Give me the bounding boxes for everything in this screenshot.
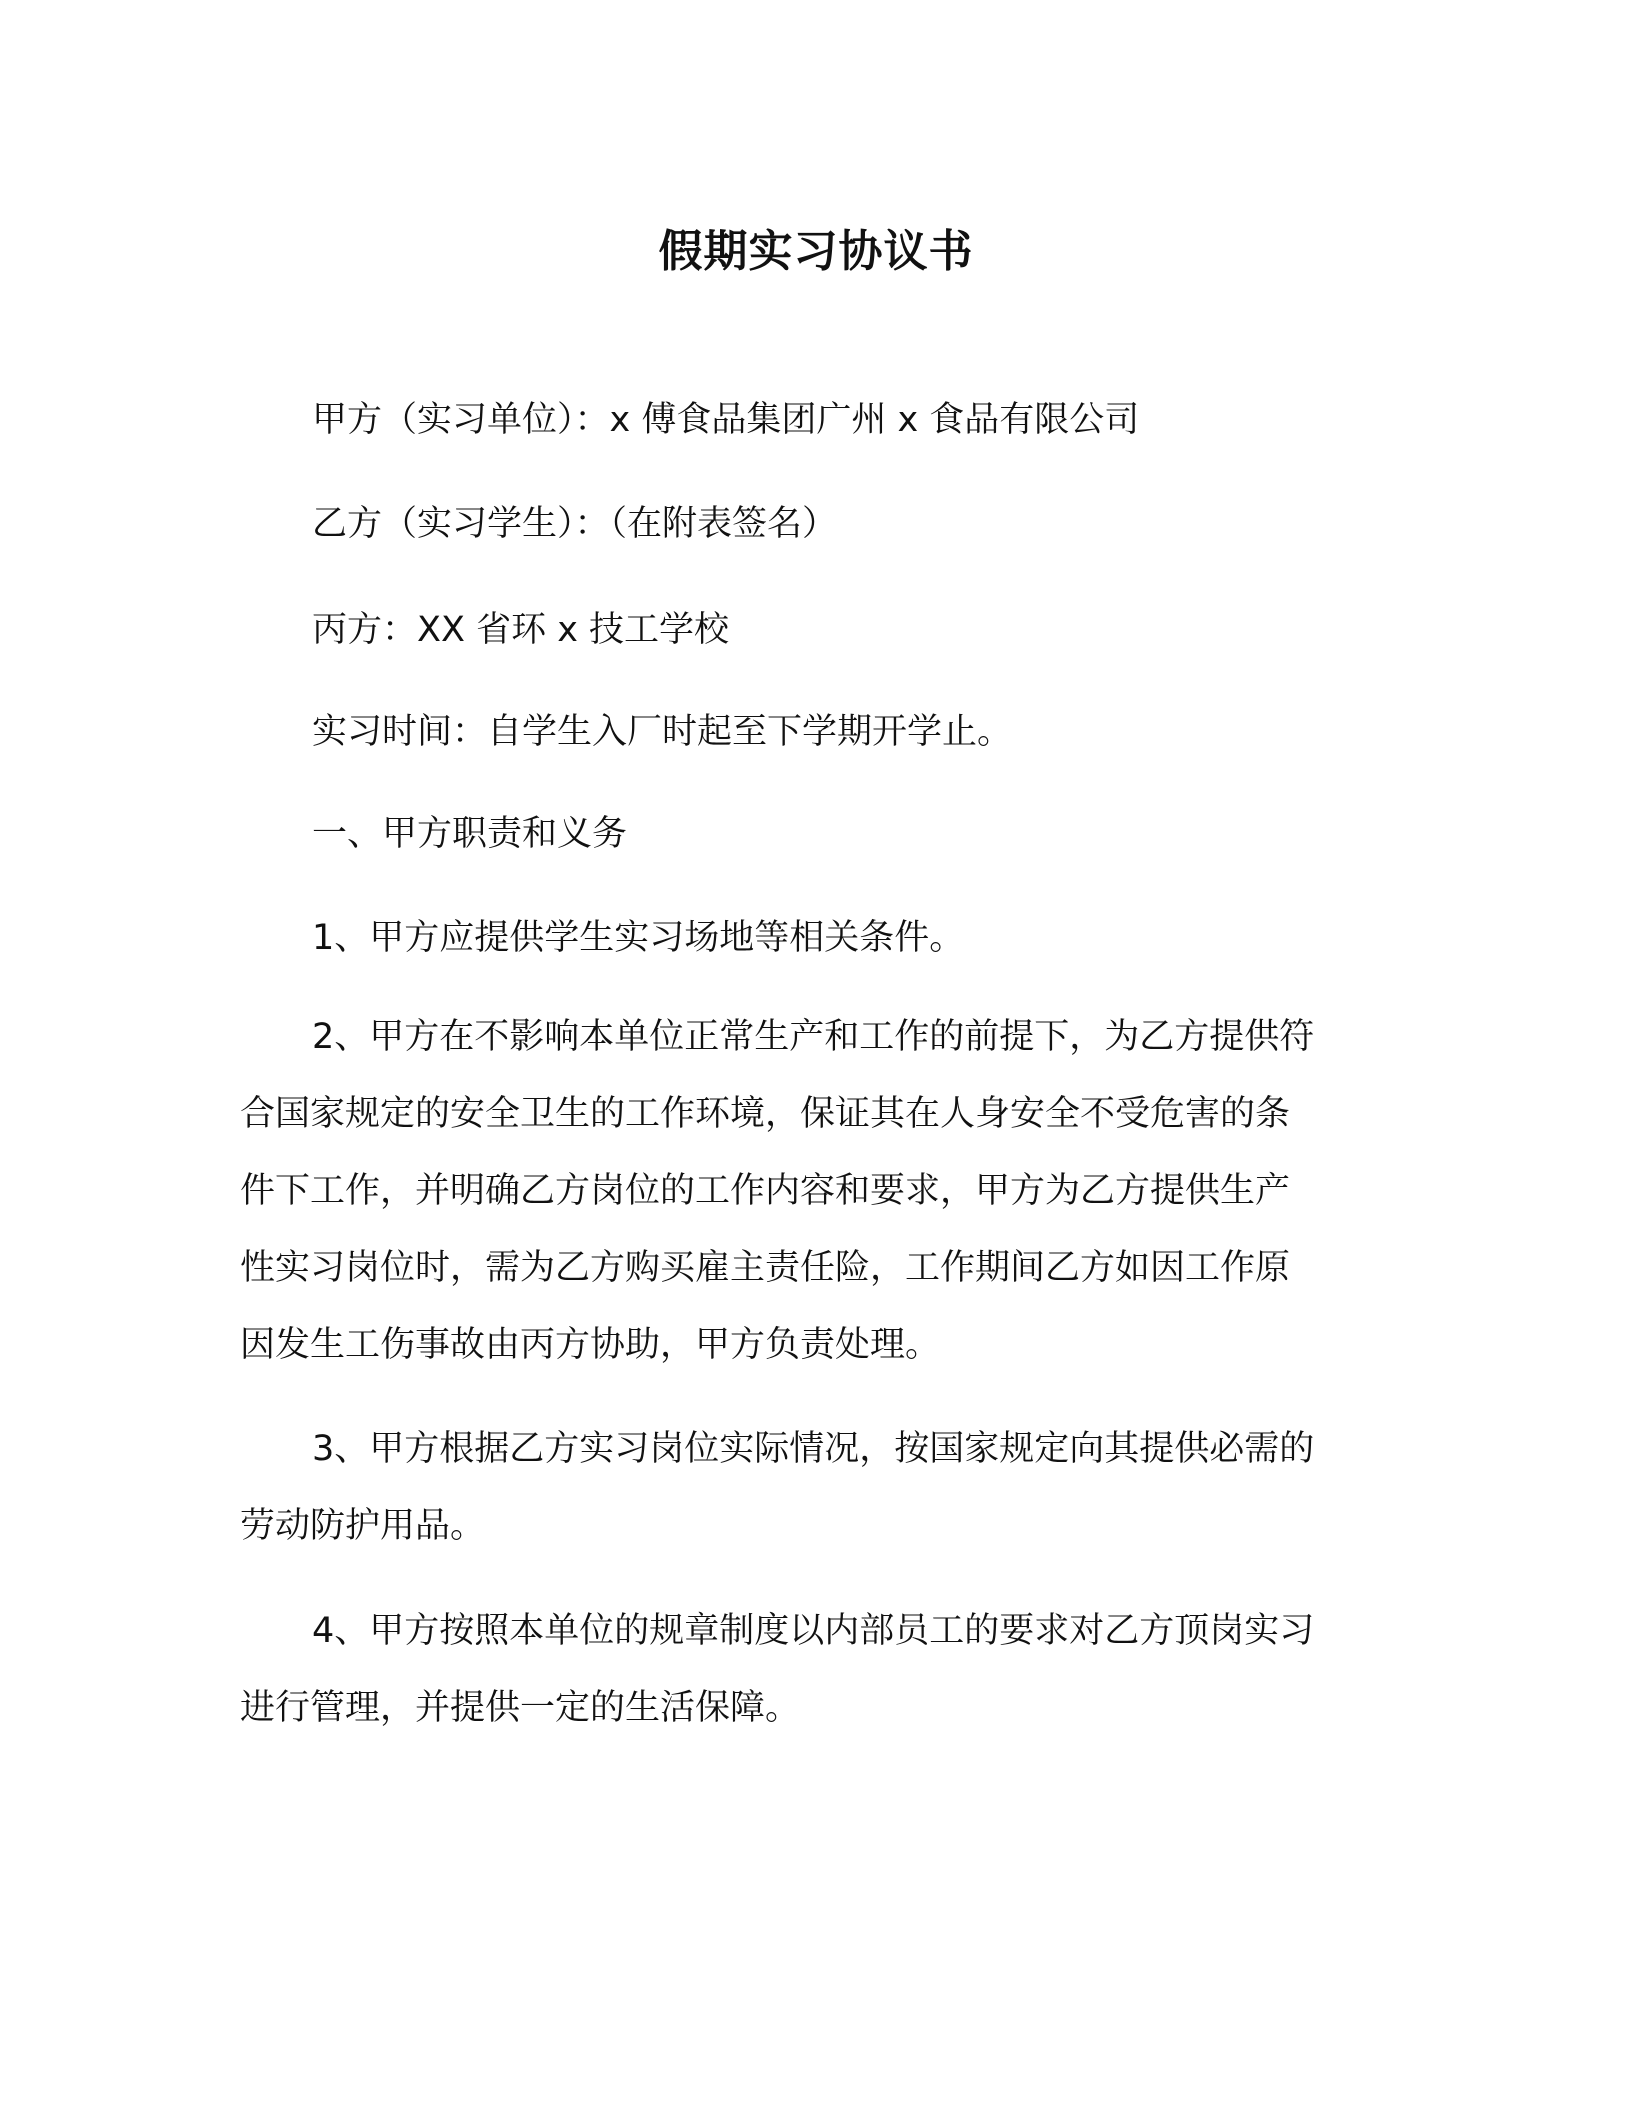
- clause-4: [240, 1593, 1380, 1747]
- clause-4-line: 4、甲方按照本单位的规章制度以内部员工的要求对乙方顶岗实习: [312, 1611, 1315, 1651]
- internship-period-line: 实习时间：自学生入厂时起至下学期开学止。: [312, 712, 1013, 752]
- clause-3: [240, 1411, 1380, 1565]
- clause-2-line: 件下工作，并明确乙方岗位的工作内容和要求，甲方为乙方提供生产: [240, 1171, 1291, 1211]
- section-heading: 一、甲方职责和义务: [312, 814, 628, 854]
- clause-2-line: 因发生工伤事故由丙方协助，甲方负责处理。: [240, 1325, 941, 1365]
- party-a-line: 甲方（实习单位）：x 傅食品集团广州 x 食品有限公司: [312, 400, 1140, 440]
- party-b-line: 乙方（实习学生）：（在附表签名）: [312, 504, 838, 544]
- document-title: 假期实习协议书: [658, 226, 974, 277]
- clause-1: 1、甲方应提供学生实习场地等相关条件。: [312, 918, 965, 958]
- clause-2: [240, 999, 1380, 1384]
- clause-3-line: 3、甲方根据乙方实习岗位实际情况，按国家规定向其提供必需的: [312, 1429, 1315, 1469]
- clause-3-line: 劳动防护用品。: [240, 1506, 486, 1546]
- clause-2-line: 合国家规定的安全卫生的工作环境，保证其在人身安全不受危害的条: [240, 1094, 1291, 1134]
- party-c-line: 丙方：XX 省环 x 技工学校: [312, 610, 730, 650]
- clause-2-line: 2、甲方在不影响本单位正常生产和工作的前提下，为乙方提供符: [312, 1017, 1315, 1057]
- clause-4-line: 进行管理，并提供一定的生活保障。: [240, 1688, 801, 1728]
- clause-2-line: 性实习岗位时，需为乙方购买雇主责任险，工作期间乙方如因工作原: [240, 1248, 1291, 1288]
